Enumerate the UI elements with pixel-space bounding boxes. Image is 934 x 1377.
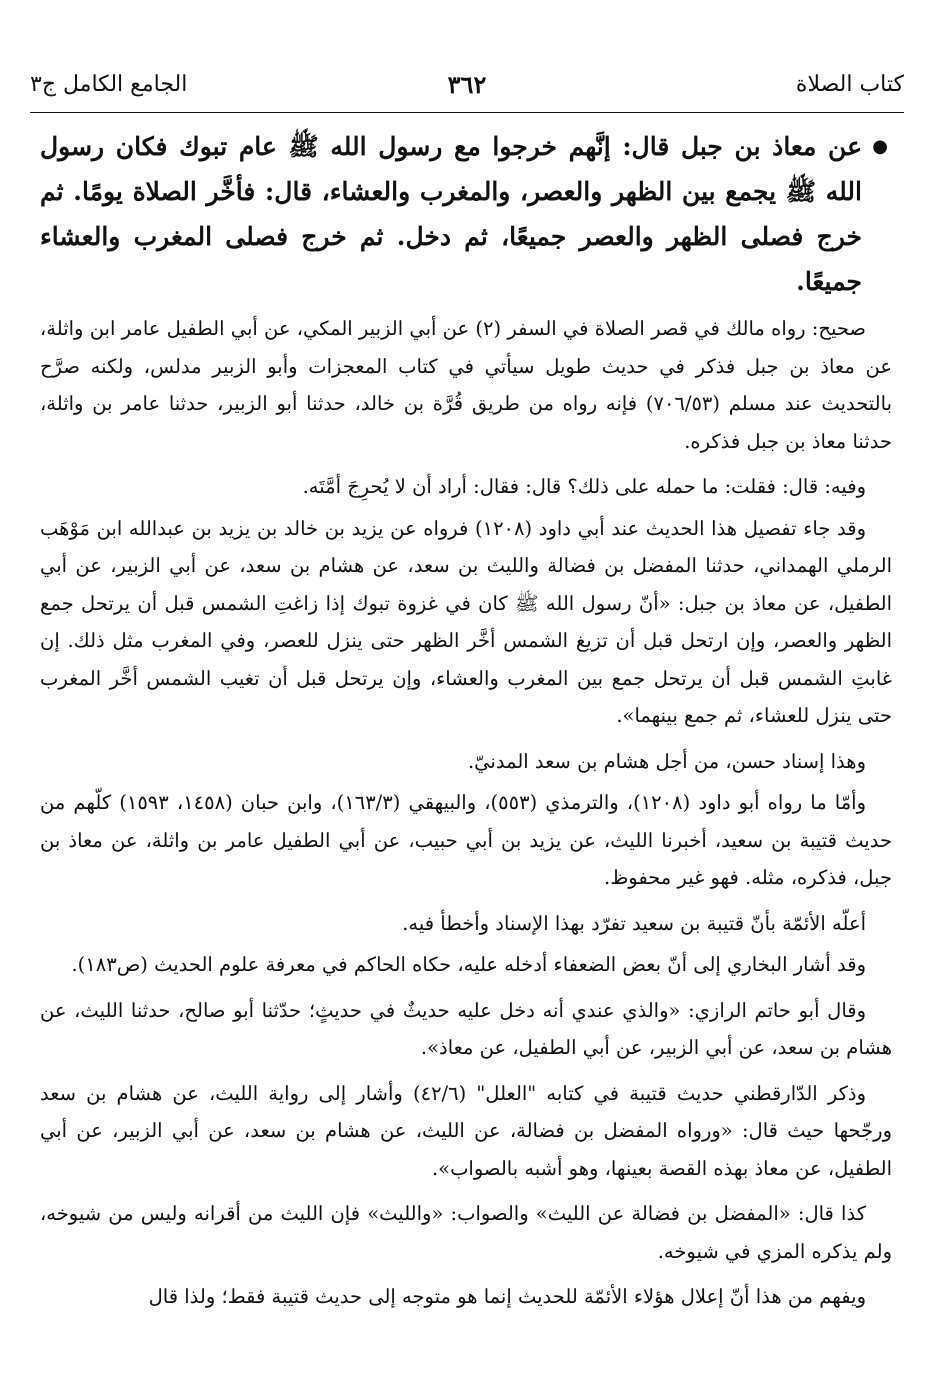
commentary-paragraph: وأمّا ما رواه أبو داود (١٢٠٨)، والترمذي (٥٥٣)، والبيهقي (١٦٣/٣)، وابن حبان (١٤٥٨، ١٥٩٣) كلّهم من حديث قتيبة بن سعيد، أخبرنا الليث، عن يزيد بن أبي حبيب، عن أبي الطفيل عامر بن واثلة، عن معاذ بن جبل، فذكره، مثله. فهو غير محفوظ. <box>40 791 892 889</box>
page-header <box>30 62 904 106</box>
running-head-book-title: كتاب الصلاة <box>795 71 904 97</box>
commentary-paragraph: وهذا إسناد حسن، من أجل هشام بن سعد المدنيّ. <box>467 749 866 773</box>
bullet-icon: ● <box>872 136 888 157</box>
commentary-paragraph: وقال أبو حاتم الرازي: «والذي عندي أنه دخل عليه حديثٌ في حديثٍ؛ حدّثنا أبو صالح، حدثنا الليث، عن هشام بن سعد، عن أبي الزبير، عن أبي الطفيل، عن معاذ». <box>40 998 892 1059</box>
running-head-collection: الجامع الكامل ج٣ <box>30 71 188 97</box>
commentary-paragraph: وذكر الدّارقطني حديث قتيبة في كتابه "العلل" (٤٢/٦) وأشار إلى رواية الليث، عن هشام بن سعد ورجّحها حيث قال: «ورواه المفضل بن فضالة، عن الليث، عن هشام بن سعد، عن أبي الزبير، عن أبي الطفيل، عن معاذ بهذه القصة بعينها، وهو أشبه بالصواب». <box>40 1081 892 1180</box>
page-body <box>40 124 892 1324</box>
commentary-paragraph: وقد أشار البخاري إلى أنّ بعض الضعفاء أدخله عليه، حكاه الحاكم في معرفة علوم الحديث (ص١٨٣). <box>71 953 866 976</box>
hadith-body: عن معاذ بن جبل قال: إنَّهم خرجوا مع رسول الله ﷺ عام تبوك فكان رسول الله ﷺ يجمع بين الظهر والعصر، والمغرب والعشاء، قال: فأخَّر الصلاة يومًا. ثم خرج فصلى الظهر والعصر جميعًا، ثم دخل. ثم خرج فصلى المغرب والعشاء جميعًا. <box>40 132 862 296</box>
commentary-paragraph: ويفهم من هذا أنّ إعلال هؤلاء الأئمّة للحديث إنما هو متوجه إلى حديث قتيبة فقط؛ ولذا قال <box>148 1285 866 1308</box>
commentary-paragraph: كذا قال: «المفضل بن فضالة عن الليث» والصواب: «والليث» فإن الليث من أقرانه وليس من شيوخه، ولم يذكره المزي في شيوخه. <box>40 1202 892 1263</box>
commentary-paragraph: وقد جاء تفصيل هذا الحديث عند أبي داود (١٢٠٨) فرواه عن يزيد بن خالد بن يزيد بن عبدالله ابن مَوْهَب الرملي الهمداني، حدثنا المفضل بن فضالة والليث بن سعد، عن هشام بن سعد، عن أبي الزبير، عن أبي الطفيل، عن معاذ بن جبل: «أنّ رسول الله ﷺ كان في غزوة تبوك إذا زاغتِ الشمس قبل أن يرتحل جمع الظهر والعصر، وإن ارتحل قبل أن تزيغ الشمس أخَّر الظهر حتى ينزل للعصر، وفي المغرب مثل ذلك. إن غابتِ الشمس قبل أن يرتحل جمع بين المغرب والعشاء، وإن يرتحل قبل أن تغيب الشمس أخَّر المغرب حتى ينزل للعشاء، ثم جمع بينهما». <box>40 516 892 727</box>
commentary-paragraph: صحيح: رواه مالك في قصر الصلاة في السفر (٢) عن أبي الزبير المكي، عن أبي الطفيل عامر ابن واثلة، عن معاذ بن جبل فذكر في حديث طويل سيأتي في كتاب المعجزات وأبو الزبير مدلس، ولكنه صرَّح بالتحديث عند مسلم (٧٠٦/٥٣) فإنه رواه من طريق قُرَّة بن خالد، حدثنا أبو الزبير، حدثنا عامر بن واثلة، حدثنا معاذ بن جبل فذكره. <box>40 317 892 453</box>
commentary-paragraph: وفيه: قال: فقلت: ما حمله على ذلك؟ قال: فقال: أراد أن لا يُحرِجَ أمَّتَه. <box>302 475 866 498</box>
page-number: ٣٦٢ <box>447 69 487 99</box>
commentary-paragraph: أعلّه الأئمّة بأنّ قتيبة بن سعيد تفرّد بهذا الإسناد وأخطأ فيه. <box>402 911 866 935</box>
header-rule <box>30 112 904 113</box>
hadith-text <box>40 124 892 304</box>
